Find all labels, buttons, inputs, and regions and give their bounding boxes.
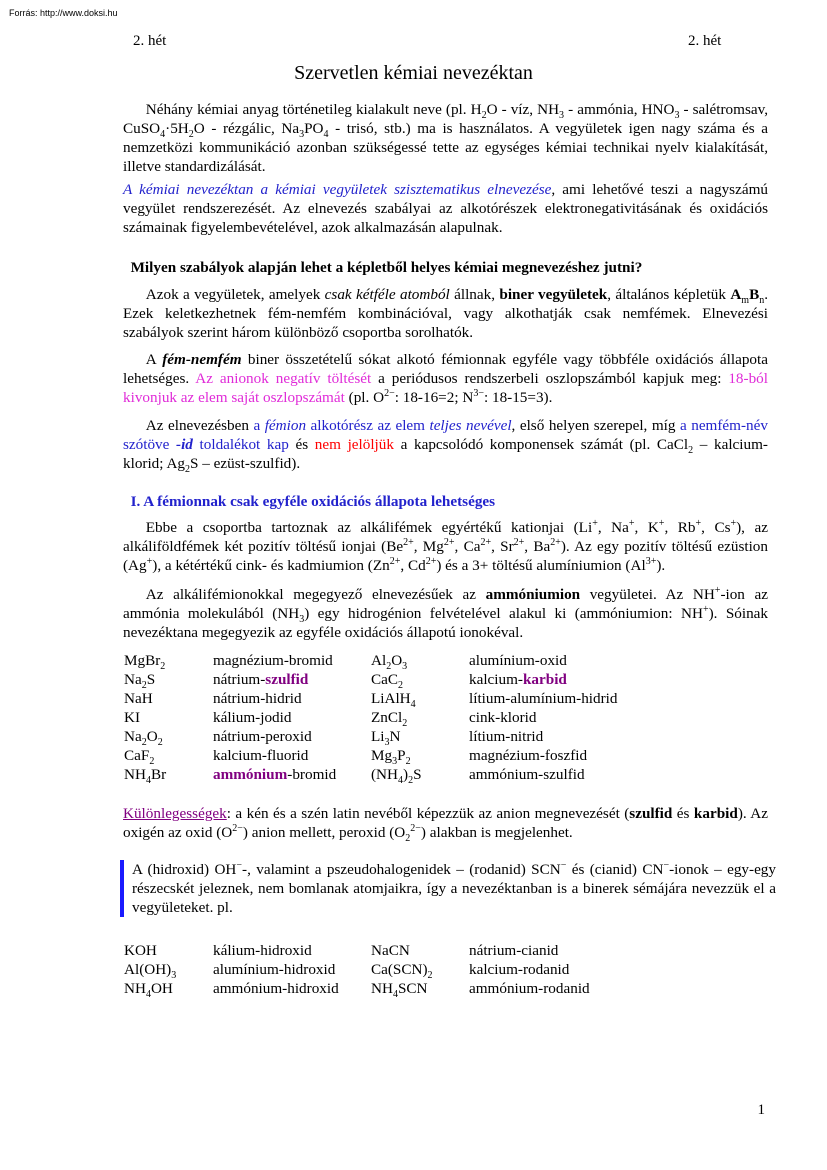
page-number: 1 xyxy=(757,1102,765,1118)
special-paragraph: Különlegességek: a kén és a szén latin nevéből képezzük az anion megnevezését (szulfid és karbid). Az oxigén az oxid $(O^{2-})$ anion mellett, peroxid $(O_2^{2-})$ alakban is megjelenhet. xyxy=(123,805,768,845)
header-right: 2. hét xyxy=(688,33,722,49)
table-row: $Na_2O_2$ nátrium-peroxid $Li_3N$ lítium-nitrid xyxy=(124,728,544,749)
table-row: $NH_4OH$ ammónium-hidroxid $NH_4SCN$ ammónium-rodanid xyxy=(124,980,590,1001)
header-left: 2. hét xyxy=(133,33,167,49)
page-title: Szervetlen kémiai nevezéktan xyxy=(294,62,533,84)
pseudohalide-note: A (hidroxid) OH−-, valamint a pszeudohalogenidek – (rodanid) SCN− és (cianid) CN−-ionok – egy-egy részecskét jeleznek, nem bomlanak atomjaikra, így a nevezéktanban is a binerek sémájára nevezzük el a vegyületeket. pl. xyxy=(120,860,776,917)
binary-paragraph: Azok a vegyületek, amelyek csak kétféle atomból állnak, biner vegyületek, általános képletük $A_mB_n$. Ezek keletkezhetnek fém-nemfém kombinációval, vagy alkothatják csak nemfémek. Elnevezési szabályok szerint három különböző csoportba sorolhatók. xyxy=(123,286,769,341)
naming-paragraph: Az elnevezésben a fémion alkotórész az elem teljes nevével, első helyen szerepel, míg a nemfém-név szótöve -id toldalékot kap és nem jelöljük a kapcsolódó komponensek számát (pl. CaCl$_2$ – kalcium-klorid; $Ag_2S$ – ezüst-szulfid). xyxy=(123,417,768,476)
table-row: $Na_2S$ nátrium-szulfid CaC$_2$ kalcium-karbid xyxy=(124,671,567,692)
intro-paragraph-2: A kémiai nevezéktan a kémiai vegyületek szisztematikus elnevezése, ami lehetővé teszi a nagyszámú vegyület rendszerezését. Az elnevezés szabályai az alkotórészek elektronegativitásának és oxidációs számainak figyelembevételével, azok alkalmazásán alapulnak. xyxy=(123,181,768,236)
intro-paragraph-1: Néhány kémiai anyag történetileg kialakult neve (pl. $H_2O$ - víz, $NH_3$ - ammónia, $HNO_3$ - salétromsav, $CuSO_4\cdot 5H_2O$ - rézgálic, $Na_3PO_4$ - trisó, stb.) ma is használatos. A vegyületek igen nagy száma és a nemzetközi kommunikáció azonban szükségessé tette az egységes kémiai technikai nyelv kialakítását, illetve standardizálását. xyxy=(123,101,768,175)
table-row: KI kálium-jodid ZnCl$_2$ cink-klorid xyxy=(124,709,537,730)
table-row: KOH kálium-hidroxid NaCN nátrium-cianid xyxy=(124,942,559,959)
table-row: NaH nátrium-hidrid LiAlH$_4$ lítium-alumínium-hidrid xyxy=(124,690,618,711)
section-1-heading: I. A fémionnak csak egyféle oxidációs állapota lehetséges xyxy=(130,493,496,510)
table-row: MgBr$_2$ magnézium-bromid $Al_2O_3$ alumínium-oxid xyxy=(124,652,567,673)
fem-nemfem-paragraph: A fém-nemfém biner összetételű sókat alkotó fémionnak egyféle vagy többféle oxidációs állapota lehetséges. Az anionok negatív töltését a periódusos rendszerbeli oszlopszámból kapjuk meg: 18-ból kivonjuk az elem saját oszlopszámát (pl. $O^{2-}$: 18-16=2; $N^{3-}$: 18-15=3). xyxy=(123,351,768,406)
source-note: Forrás: http://www.doksi.hu xyxy=(9,8,118,18)
table-row: $NH_4Br$ ammónium-bromid $(NH_4)_2S$ ammónium-szulfid xyxy=(124,766,585,787)
ammonium-paragraph: Az alkálifémionokkal megegyező elnevezésűek az ammóniumion vegyületei. Az NH+-ion az ammónia molekulából $(NH_3)$ egy hidrogénion felvételével alakul ki (ammóniumion: NH+). Sóinak nevezéktana megegyezik az egyféle oxidációs állapotú ionokéval. xyxy=(123,584,769,641)
table-row: CaF$_2$ kalcium-fluorid $Mg_3P_2$ magnézium-foszfid xyxy=(124,747,588,768)
table-row: $Al(OH)_3$ alumínium-hidroxid $Ca(SCN)_2$ kalcium-rodanid xyxy=(124,961,570,982)
compound-table-1 xyxy=(124,651,618,787)
question-heading: Milyen szabályok alapján lehet a képletből helyes kémiai megnevezéshez jutni? xyxy=(130,259,643,276)
group-paragraph: Ebbe a csoportba tartoznak az alkálifémek egyértékű kationjai (Li+, Na+, K+, Rb+, Cs+), az alkáliföldfémek két pozitív töltésű ionjai ($Be^{2+}$, $Mg^{2+}$, $Ca^{2+}$, $Sr^{2+}$, $Ba^{2+}$). Az egy pozitív töltésű ezüstion (Ag+), a kétértékű cink- és kadmiumion ($Zn^{2+}$, $Cd^{2+}$) és a 3+ töltésű alumíniumion $(Al^{3+})$. xyxy=(123,517,768,574)
compound-table-2 xyxy=(124,941,590,1001)
